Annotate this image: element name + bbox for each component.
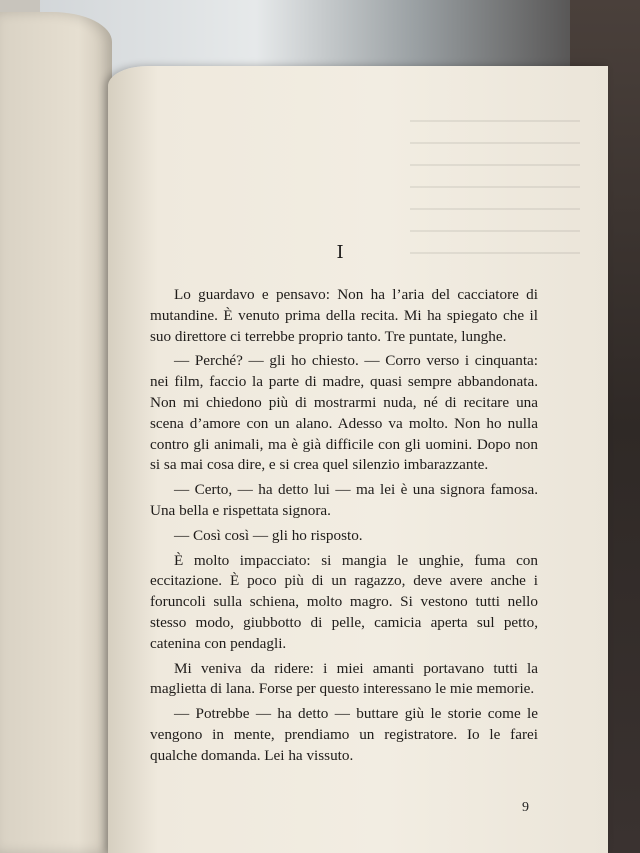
page-number: 9 [522,800,529,815]
body-text [150,285,538,767]
chapter-number: I [336,242,344,263]
paragraph: Lo guardavo e pensavo: Non ha l’aria del cacciatore di mutandine. È venuto prima della recita. Mi ha spiegato che il suo direttore ci terrebbe proprio tanto. Tre puntate, lunghe. [150,286,538,345]
paragraph: Mi veniva da ridere: i miei amanti portavano tutti la maglietta di lana. Forse per questo interessano le mie memorie. [150,659,538,698]
paragraph: — Perché? — gli ho chiesto. — Corro verso i cinquanta: nei film, faccio la parte di madre, quasi sempre abbandonata. Non mi chiedono più di mostrarmi nuda, né di recitare una scena d’amore con un alano. Adesso va molto. Non ho nulla contro gli animali, ma è già difficile con gli uomini. Dopo non si sa mai cosa dire, e si crea quel silenzio imbarazzante. [150,352,538,474]
paragraph: — Così così — gli ho risposto. [174,526,363,544]
bleed-through-text [410,120,580,260]
paragraph: È molto impacciato: si mangia le unghie, fuma con eccitazione. È poco più di un ragazzo, deve avere anche i foruncoli sulla schiena, molto magro. Si vestono tutti nello stesso modo, giubbotto di pelle, camicia aperta sul petto, catenina con pendagli. [150,551,538,652]
left-page [0,12,112,853]
paragraph: — Potrebbe — ha detto — buttare giù le storie come le vengono in mente, prendiamo un registratore. Io le farei qualche domanda. Lei ha vissuto. [150,705,538,764]
paragraph: — Certo, — ha detto lui — ma lei è una signora famosa. Una bella e rispettata signora. [150,481,538,519]
